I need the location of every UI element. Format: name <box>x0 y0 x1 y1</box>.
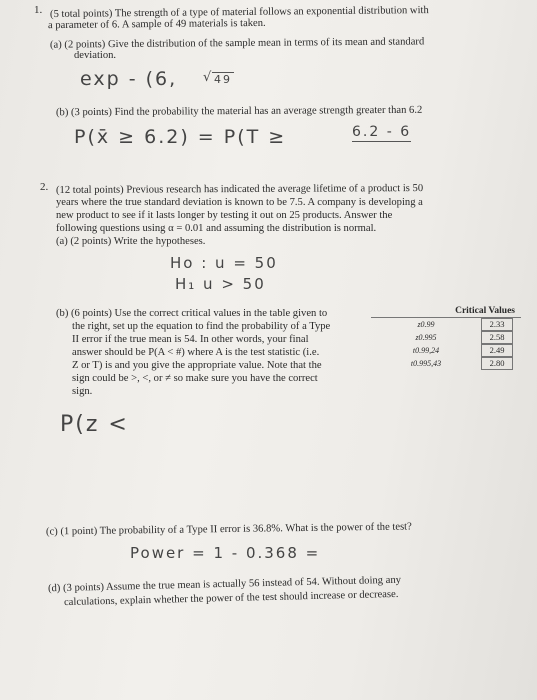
table-row-label: z0.995 <box>415 333 437 342</box>
critical-values-table <box>371 306 521 370</box>
table-row <box>371 344 521 357</box>
q1a-sqrt-value: 49 <box>214 73 232 86</box>
table-row-label: t0.99,24 <box>412 346 440 355</box>
table-row-value: 2.49 <box>481 344 513 357</box>
q2d-prompt-line-2: calculations, explain whether the power of the test should increase or decrease. <box>63 588 399 609</box>
table-row <box>371 318 521 331</box>
q2a-alt-hypothesis: H₁ u > 50 <box>175 275 266 293</box>
q1-intro-line-1: (5 total points) The strength of a type of material follows an exponential distribution with <box>49 5 429 20</box>
q2b-prompt-line-4: answer should be P(A < #) where A is the test statistic (i.e. <box>72 347 320 358</box>
q2a-null-hypothesis: Ho : u = 50 <box>170 254 278 272</box>
q1b-prompt: (b) (3 points) Find the probability the material has an average strength greater than 6.2 <box>55 104 423 119</box>
q1a-handwritten-answer: exp - (6, <box>80 68 178 90</box>
q2a-prompt: (a) (2 points) Write the hypotheses. <box>56 236 206 247</box>
table-row <box>371 331 521 344</box>
question-2-number: 2. <box>40 181 49 193</box>
q2b-prompt-line-7: sign. <box>72 386 93 397</box>
q2b-prompt-line-6: sign could be >, <, or ≠ so make sure you have the correct <box>72 373 318 384</box>
q2b-prompt-line-2: the right, set up the equation to find the probability of a Type <box>72 321 331 332</box>
table-row-label: z0.99 <box>417 320 435 329</box>
table-row-label: t0.995,43 <box>410 359 442 368</box>
question-1-number: 1. <box>34 4 43 16</box>
table-row <box>371 357 521 370</box>
q1a-prompt-line-1: (a) (2 points) Give the distribution of the sample mean in terms of its mean and standard <box>49 36 425 51</box>
q2c-prompt: (c) (1 point) The probability of a Type II error is 36.8%. What is the power of the test? <box>45 521 412 538</box>
q1a-prompt-line-2: deviation. <box>74 50 117 61</box>
q1b-handwritten-answer: P(x̄ ≥ 6.2) = P(T ≥ <box>74 126 287 148</box>
q2b-prompt-line-1: (b) (6 points) Use the correct critical values in the table given to <box>56 308 328 319</box>
sqrt-symbol-icon: √ <box>203 70 214 85</box>
q1b-handwritten-fraction: 6.2 - 6 <box>352 124 412 140</box>
q2c-handwritten-answer: Power = 1 - 0.368 = <box>130 544 321 562</box>
table-row-value: 2.33 <box>481 318 513 331</box>
q2-intro-line-4: following questions using α = 0.01 and assuming the distribution is normal. <box>56 223 377 234</box>
q2b-prompt-line-3: II error if the true mean is 54. In other words, your final <box>72 334 309 345</box>
q2d-prompt-line-1: (d) (3 points) Assume the true mean is actually 56 instead of 54. Without doing any <box>47 574 402 595</box>
q2b-prompt-line-5: Z or T) is and you give the appropriate value. Note that the <box>72 360 322 371</box>
q2-intro-line-1: (12 total points) Previous research has indicated the average lifetime of a product is 50 <box>55 183 424 196</box>
q2-intro-line-3: new product to see if it lasts longer by testing it out on 25 products. Answer the <box>56 210 393 221</box>
critical-values-title: Critical Values <box>455 306 515 316</box>
table-row-value: 2.80 <box>481 357 513 370</box>
q2b-handwritten-answer: P(z < <box>60 412 129 437</box>
table-row-value: 2.58 <box>481 331 513 344</box>
q1-intro-line-2: a parameter of 6. A sample of 49 materials is taken. <box>47 17 266 32</box>
q1a-handwritten-sqrt <box>203 70 234 86</box>
q2-intro-line-2: years where the true standard deviation is known to be 7.5. A company is developing a <box>56 197 423 208</box>
